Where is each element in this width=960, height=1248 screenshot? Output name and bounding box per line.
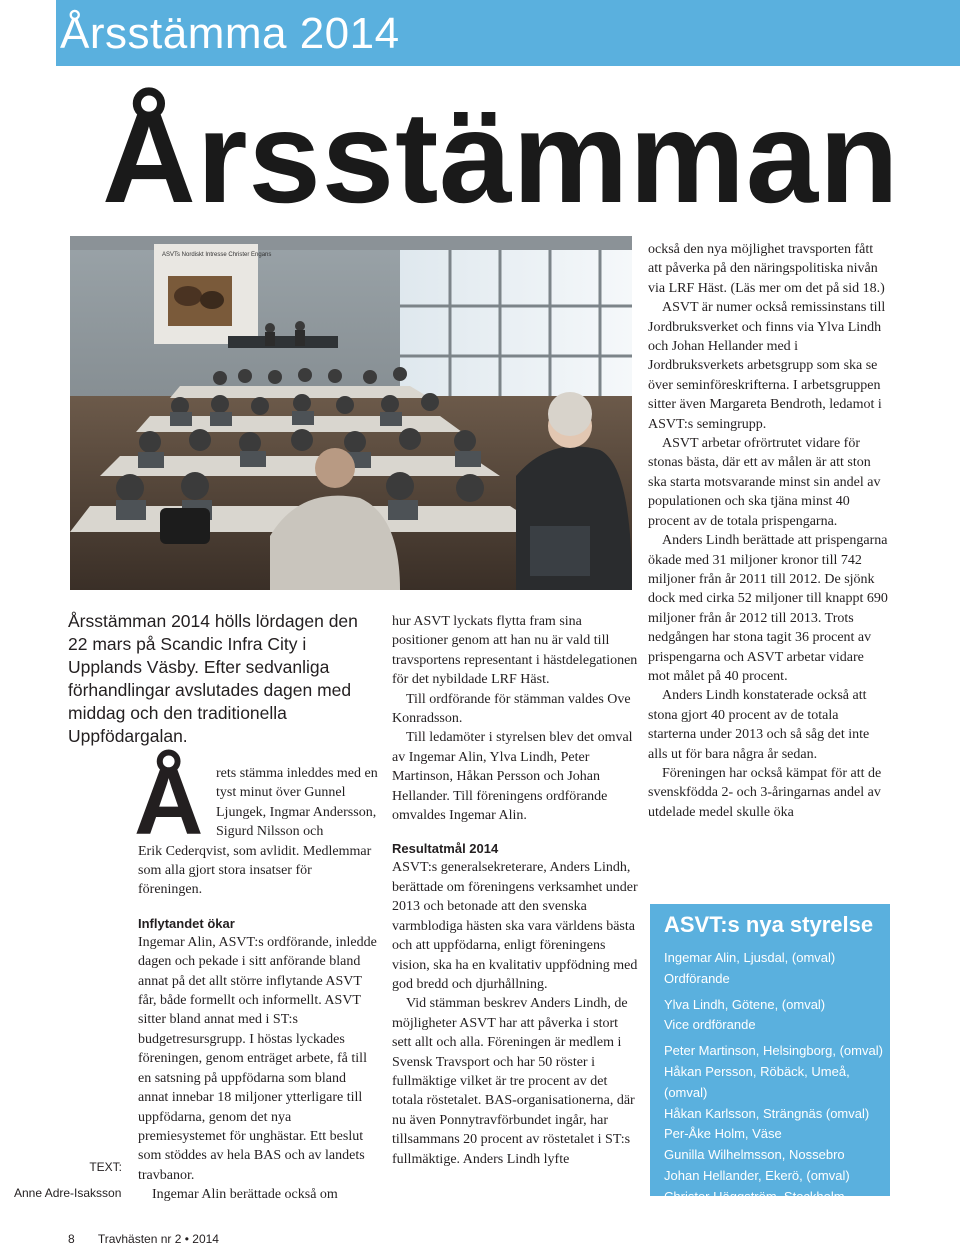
box-title: ASVT:s nya styrelse <box>664 912 874 937</box>
page-footer <box>68 1232 219 1246</box>
board-group <box>664 995 886 1037</box>
board-group <box>664 948 886 990</box>
list-item: Peter Martinson, Helsingborg, (omval) <box>664 1043 883 1059</box>
article-column-3 <box>648 240 888 822</box>
intro-text-continued: Erik Cederqvist, som avlidit. Medlemmar som alla gjort stora insatser för föreningen. <box>138 843 372 898</box>
subheading: Inflytandet ökar <box>138 915 235 931</box>
paragraph: Anders Lindh konstaterade också att stona gjort 40 procent av de totala starterna under 2013 och så såg det inte alls ut för bara några år sedan. <box>648 688 870 762</box>
paragraph: Ingemar Alin, ASVT:s ordförande, inledde dagen och pekade i sitt anförande bland annat på det allt större inflytande ASVT får, både formellt och informellt. ASVT sitter bland annat med i ST:s budgetresursgrupp. I höstas lyckades föreningen, genom enträget arbete, få till en satsning på uppfödarna som bland annat innebar 18 miljoner ytterligare till uppfödarna, genom det nya premiesystemet för unghästar. Ett beslut som stöddes av hela BAS och av landets travbanor. <box>138 934 377 1183</box>
article-column-1 <box>134 748 378 1205</box>
list-item: Johan Hellander, Ekerö, (omval) <box>664 1167 850 1183</box>
paragraph: Till ordförande för stämman valdes Ove Konradsson. <box>392 691 631 727</box>
article-column-2 <box>392 612 638 1169</box>
board-info-box <box>650 904 890 1204</box>
paragraph: också den nya möjlighet travsporten fått att påverka på den näringspolitiska nivån via LRF Häst. (Läs mer om det på sid 18.) <box>648 242 885 296</box>
paragraph: ASVT:s generalsekreterare, Anders Lindh, berättade om föreningens verksamhet under 2013 och betonade att den svenska varmblodiga hästen ska vara världens bästa och att uppfödarna, enligt föreningens vision, ska ha en kvalitativ uppfödning med god bredd och djurhållning. <box>392 860 638 992</box>
board-member-list <box>664 948 886 1213</box>
paragraph: ASVT arbetar ofrörtrutet vidare för stonas bästa, där ett av målen är att ston ska starta motsvarande minst sin andel av populationen och ska tjäna minst 40 procent av de totala prispengarna. <box>648 436 881 529</box>
list-item: Ingemar Alin, Ljusdal, (omval) <box>664 950 836 965</box>
drop-cap: Å <box>134 748 204 855</box>
paragraph: ASVT är numer också remissinstans till Jordbruksverket och finns via Ylva Lindh och Johan Hellander med i Jordbruksverkets arbetsgrupp som ska se över seminföreskrifterna. I arbetsgruppen sitter även Margareta Bendroth, ledamot i ASVT:s semingrupp. <box>648 300 886 432</box>
list-item: Håkan Karlsson, Strängnäs (omval) <box>664 1105 870 1121</box>
publication-name: Travhästen nr 2 • 2014 <box>97 1232 219 1246</box>
list-item: Gunilla Wilhelmsson, Nossebro <box>664 1147 845 1163</box>
list-item: Vice ordförande <box>664 1017 756 1033</box>
list-item: Christer Häggström, Stockholm <box>664 1188 845 1204</box>
byline-label: TEXT: <box>89 1160 122 1174</box>
page-number: 8 <box>68 1232 75 1246</box>
paragraph: Anders Lindh berättade att prispengarna ökade med 31 miljoner kronor till 742 miljoner från år 2011 till 2012. De sjönk dock med cirka 52 miljoner till knappt 690 miljoner från år 2012 till 2013. Trots nedgången har stona tagit 36 procent av prispengarna och ASVT arbetar vidare mot målet på 40 procent. <box>648 533 888 684</box>
svg-text:ASVTs Nordiskt Intresse Christ: ASVTs Nordiskt Intresse Christer Engans <box>162 252 272 258</box>
page-title: Årsstämman <box>102 84 900 230</box>
byline-name: Anne Adre-Isaksson <box>14 1186 122 1200</box>
list-item: Per-Åke Holm, Väse <box>664 1126 782 1142</box>
meeting-photo <box>70 236 632 590</box>
list-item: Ordförande <box>664 970 730 986</box>
paragraph: Till ledamöter i styrelsen blev det omval av Ingemar Alin, Ylva Lindh, Peter Martinson, Håkan Persson och Johan Hellander. Till föreningens ordförande omvaldes Ingemar Alin. <box>392 730 633 824</box>
list-item: Håkan Persson, Röbäck, Umeå, (omval) <box>664 1063 850 1100</box>
list-item: Ylva Lindh, Götene, (omval) <box>664 996 826 1012</box>
paragraph: Vid stämman beskrev Anders Lindh, de möjligheter ASVT har att påverka i stort sett allt och alla. Föreningen är medlem i Svensk Travsport och har 50 röster i fullmäktige vilket är tre procent av det totala röstetalet. BAS-organisationerna, där nu även Ponnytravförbundet ingår, har tillsammans 20 procent av röstetalet i ST:s fullmäktige. Anders Lindh lyfte <box>392 996 635 1167</box>
board-group <box>664 1041 886 1207</box>
paragraph: hur ASVT lyckats flytta fram sina positioner genom att han nu är vald till travsportens representant i hästdelegationen för det nybildade LRF Häst. <box>392 614 638 688</box>
subheading: Resultatmål 2014 <box>392 841 499 857</box>
paragraph: Ingemar Alin berättade också om <box>152 1187 338 1203</box>
intro-text: rets stämma inleddes med en tyst minut över Gunnel Ljungek, Ingmar Andersson, Sigurd Nilsson och <box>216 766 378 840</box>
paragraph: Föreningen har också kämpat för att de svenskfödda 2- och 3-åringarnas andel av utdelade medel skulle öka <box>648 765 882 820</box>
lead-paragraph: Årsstämman 2014 hölls lördagen den 22 mars på Scandic Infra City i Upplands Väsby. Efter sedvanliga förhandlingar avslutades dagen med middag och den traditionella Uppfödargalan. <box>68 611 358 746</box>
section-label: Årsstämma 2014 <box>60 9 400 58</box>
